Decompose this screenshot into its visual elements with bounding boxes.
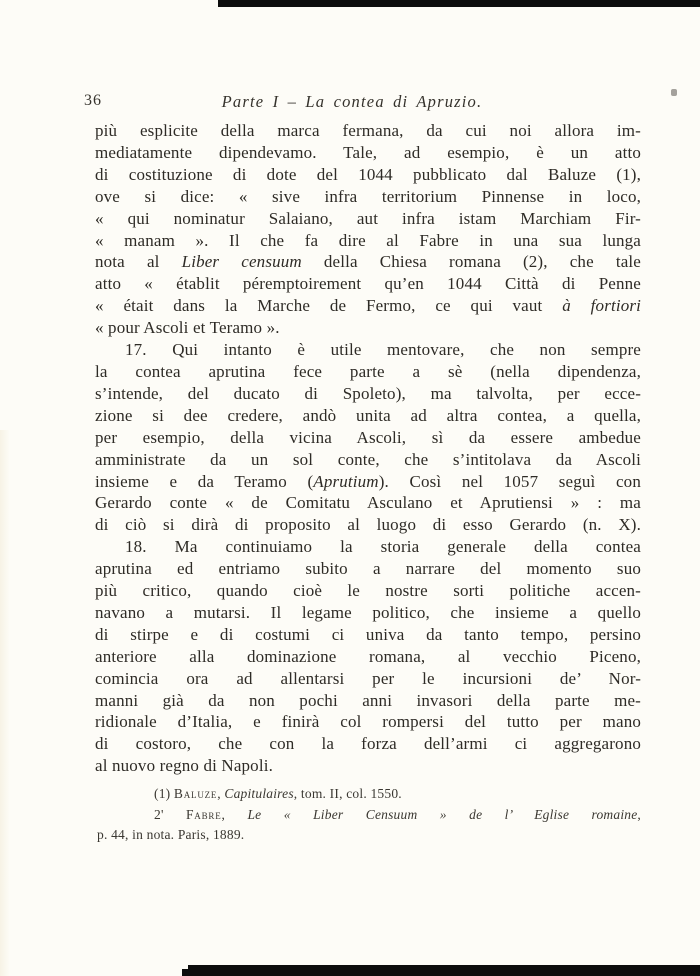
text-line: più critico, quando cioè le nostre sorti politiche accen- [95, 581, 641, 601]
text-line: Gerardo conte « de Comitatu Asculano et Aprutiensi » : ma [95, 493, 641, 513]
text-line: di stirpe e di costumi ci univa da tanto tempo, persino [95, 624, 641, 644]
text-line: « manam ». Il che fa dire al Fabre in una sua lunga [95, 230, 641, 250]
text-line: « était dans la Marche de Fermo, ce qui vaut à fortiori [95, 296, 642, 316]
page-number: 36 [84, 92, 102, 109]
text-line: la contea aprutina fece parte a sè (nella dipendenza, [95, 361, 641, 381]
text-line: « pour Ascoli et Teramo ». [95, 318, 280, 338]
scan-artifact-top-bar [218, 0, 700, 7]
text-line: amministrate da un sol conte, che s’intitolava da Ascoli [95, 449, 641, 469]
running-title: Parte I – La contea di Apruzio. [221, 92, 483, 111]
text-line: di costituzione di dote del 1044 pubblicato dal Baluze (1), [95, 164, 641, 184]
text-line: navano a mutarsi. Il legame politico, che insieme a quello [95, 602, 641, 622]
text-line: per esempio, della vicina Ascoli, sì da essere ambedue [95, 427, 641, 447]
scan-artifact-bottom-bar [188, 965, 700, 976]
text-line: al nuovo regno di Napoli. [95, 756, 273, 776]
text-line: anteriore alla dominazione romana, al vecchio Piceno, [95, 646, 641, 666]
text-line: comincia ora ad allentarsi per le incursioni de’ Nor- [95, 668, 641, 688]
page-header [0, 92, 700, 114]
text-line: ridionale d’Italia, e finirà col rompersi del tutto per mano [95, 712, 641, 732]
text-line: s’intende, del ducato di Spoleto), ma talvolta, per ecce- [95, 383, 641, 403]
text-line: nota al Liber censuum della Chiesa romana (2), che tale [95, 252, 641, 272]
scan-edge-tint [0, 430, 10, 976]
text-line: mediatamente dipendevamo. Tale, ad esempio, è un atto [95, 142, 641, 162]
text-line: atto « établit péremptoirement qu’en 1044 Città di Penne [95, 274, 641, 294]
text-line: aprutina ed entriamo subito a narrare del momento suo [95, 559, 641, 579]
text-line: 17. Qui intanto è utile mentovare, che non sempre [125, 340, 641, 360]
text-line: insieme e da Teramo (Aprutium). Così nel 1057 seguì con [95, 471, 641, 491]
footnote-line: (1) Baluze, Capitulaires, tom. II, col. 1550. [154, 786, 402, 801]
text-line: « qui nominatur Salaiano, aut infra istam Marchiam Fir- [95, 208, 641, 228]
text-line: 18. Ma continuiamo la storia generale della contea [125, 537, 641, 557]
footnote-line: p. 44, in nota. Paris, 1889. [97, 827, 245, 842]
text-line: di costoro, che con la forza dell’armi ci aggregarono [95, 734, 641, 754]
text-line: ove si dice: « sive infra territorium Pinnense in loco, [95, 186, 641, 206]
text-line: più esplicite della marca fermana, da cui noi allora im- [95, 121, 641, 140]
text-line: di ciò si dirà di proposito al luogo di esso Gerardo (n. X). [95, 515, 641, 535]
text-line: zione si dee credere, andò unita ad altra contea, a quella, [95, 405, 641, 425]
body-text [95, 120, 641, 777]
footnote-line: 2' Fabre, Le « Liber Censuum » de l’ Eglise romaine, [154, 806, 641, 822]
text-line: manni già da non pochi anni invasori della parte me- [95, 690, 641, 710]
footnotes [97, 784, 641, 846]
